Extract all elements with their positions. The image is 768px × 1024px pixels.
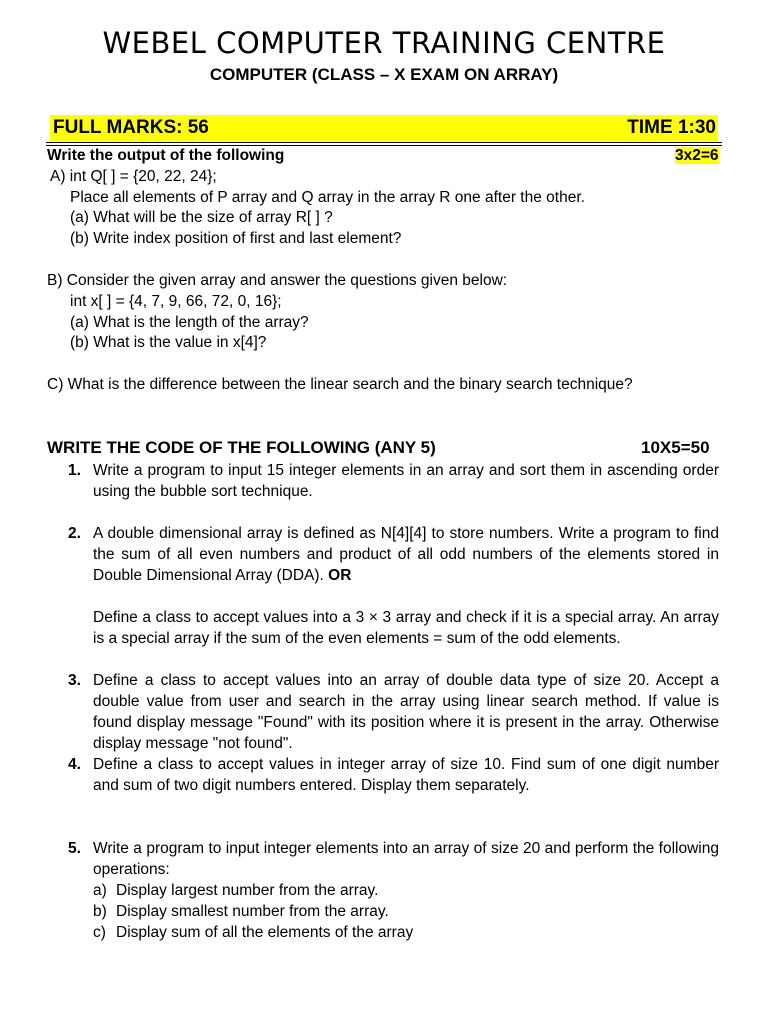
question-number: 3. [68, 672, 81, 689]
or-label: OR [328, 567, 352, 584]
section2-marks: 10X5=50 [641, 438, 710, 457]
sub-item-c: c) Display sum of all the elements of the array [93, 924, 414, 941]
sub-item-a: a) Display largest number from the array. [93, 882, 379, 899]
question-1 [46, 460, 719, 502]
question-number: 2. [68, 525, 81, 542]
question-3 [46, 670, 719, 754]
question-alt-text: Define a class to accept values into a 3 × 3 array and check if it is a special array. An array is a special array if the sum of the even elements = sum of the odd elements. [93, 609, 719, 647]
full-marks: FULL MARKS: 56 [53, 117, 209, 138]
marks-time-bar [50, 115, 718, 141]
q-c-line1: C) What is the difference between the linear search and the binary search technique? [47, 376, 633, 393]
question-number: 4. [68, 756, 81, 773]
question-number: 1. [68, 462, 81, 479]
q-b-line3: (a) What is the length of the array? [70, 314, 309, 331]
section1-heading: Write the output of the following [47, 147, 285, 164]
q-a-line3: (a) What will be the size of array R[ ] ? [70, 209, 333, 226]
q-a-line2: Place all elements of P array and Q array in the array R one after the other. [70, 189, 585, 206]
question-text: Define a class to accept values into an array of double data type of size 20. Accept a double value from user and search in the array using linear search method. If value is found display message "Found" with its position where it is present in the array. Otherwise display message "not found". [93, 672, 719, 752]
sub-item-b: b) Display smallest number from the array. [93, 903, 389, 920]
q-b-line4: (b) What is the value in x[4]? [70, 334, 267, 351]
question-text: Write a program to input 15 integer elements in an array and sort them in ascending order using the bubble sort technique. [93, 462, 719, 500]
question-number: 5. [68, 840, 81, 857]
page-title: WEBEL COMPUTER TRAINING CENTRE [102, 26, 666, 60]
question-text: Write a program to input integer elements into an array of size 20 and perform the following operations: [93, 840, 719, 878]
question-2 [46, 523, 719, 649]
q-a-line1: A) int Q[ ] = {20, 22, 24}; [50, 168, 217, 185]
q-b-line1: B) Consider the given array and answer the questions given below: [47, 272, 508, 289]
q-a-line4: (b) Write index position of first and last element? [70, 230, 402, 247]
section1-marks: 3x2=6 [675, 147, 719, 164]
time-limit: TIME 1:30 [627, 117, 716, 138]
section2-heading: WRITE THE CODE OF THE FOLLOWING (ANY 5) [47, 438, 436, 457]
question-text: Define a class to accept values in integer array of size 10. Find sum of one digit number and sum of two digit numbers entered. Display them separately. [93, 756, 719, 794]
q-b-line2: int x[ ] = {4, 7, 9, 66, 72, 0, 16}; [70, 293, 282, 310]
question-text: A double dimensional array is defined as N[4][4] to store numbers. Write a program to find the sum of all even numbers and product of all odd numbers of the elements stored in Double Dimensional Array (DDA). [93, 525, 719, 584]
question-list [46, 460, 719, 943]
page-subtitle: COMPUTER (CLASS – X EXAM ON ARRAY) [209, 65, 559, 84]
question-4 [46, 754, 719, 796]
divider-top [46, 142, 722, 143]
question-5 [46, 838, 719, 943]
